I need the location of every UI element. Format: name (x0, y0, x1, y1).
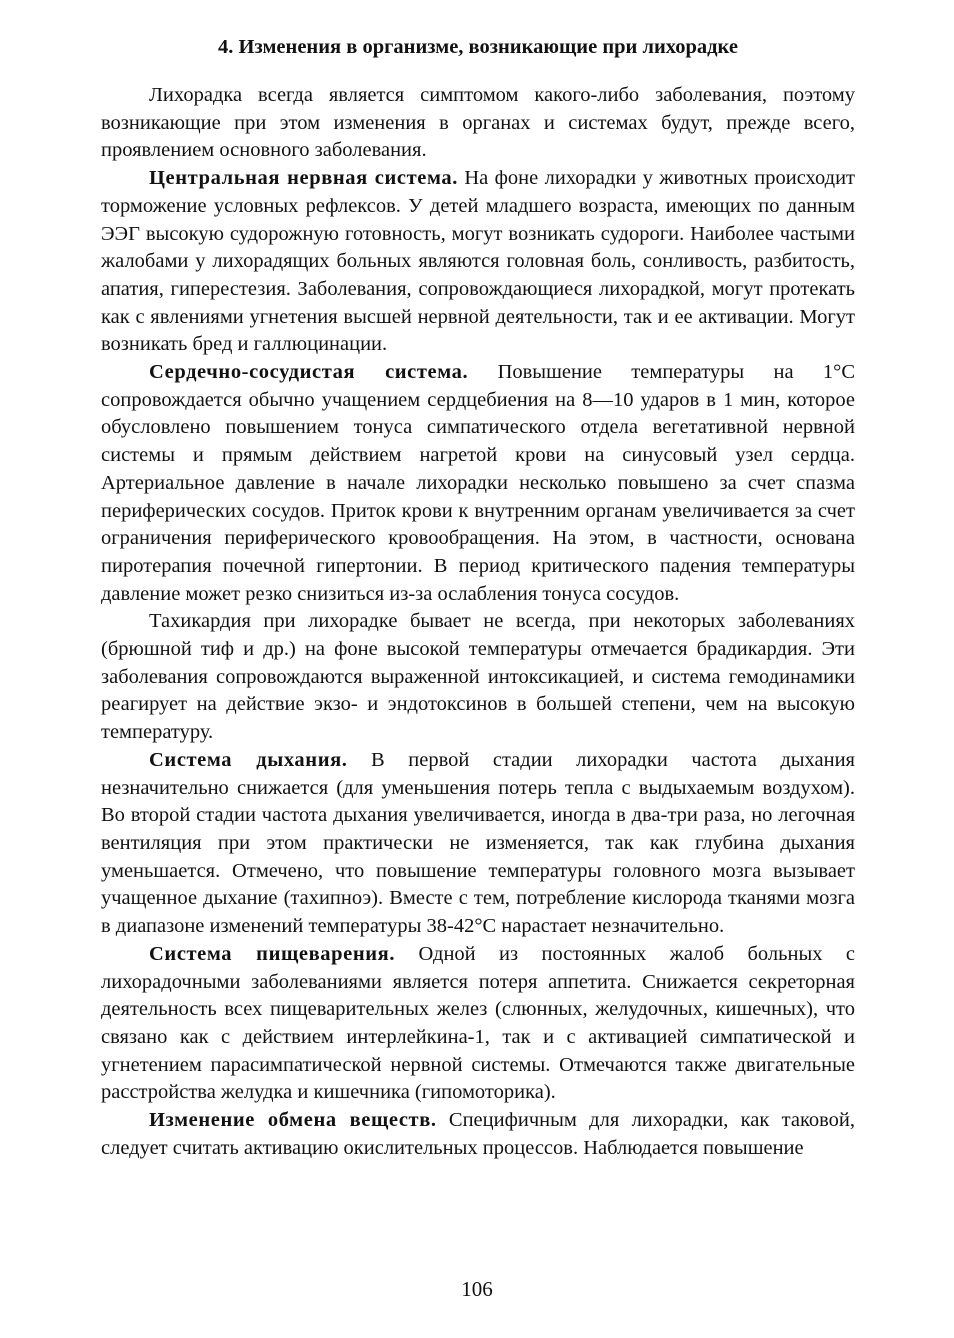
paragraph-text: В первой стадии лихорадки частота дыхания незначительно снижается (для уменьшения потерь тепла с выдыхаемым воздухом). Во второй стадии частота дыхания увеличивается, иногда в два-три раза, но легочная вентиляция при этом практически не изменяется, так как глубина дыхания уменьшается. Отмечено, что повышение температуры головного мозга вызывает учащенное дыхание (тахипноэ). Вместе с тем, потребление кислорода тканями мозга в диапазоне изменений температуры 38-42°С нарастает незначительно. (101, 748, 855, 938)
paragraph-text: Специфичным для лихорадки, как таковой, следует считать активацию окислительных процессов. Наблюдается повышение (101, 1109, 855, 1159)
paragraph-text: Одной из постоянных жалоб больных с лихорадочными заболеваниями является потеря аппетита. Снижается секреторная деятельность всех пищеварительных желез (слюнных, желудочных, кишечных), что связано как с действием интерлейкина-1, так и с активацией симпатической и угнетением парасимпатической нервной системы. Отмечаются также двигательные расстройства желудка и кишечника (гипомоторика). (101, 942, 855, 1104)
paragraph-intro (101, 82, 855, 165)
paragraph-cardiovascular (101, 359, 855, 608)
paragraph-lead: Изменение обмена веществ. (149, 1109, 437, 1132)
paragraph-text: Лихорадка всегда является симптомом какого-либо заболевания, поэтому возникающие при этом изменения в органах и системах будут, прежде всего, проявлением основного заболевания. (101, 84, 855, 162)
document-page (101, 34, 855, 1162)
paragraph-metabolism (101, 1107, 855, 1162)
paragraph-lead: Центральная нервная система. (149, 167, 458, 190)
paragraph-lead: Система пищеварения. (149, 942, 396, 965)
paragraph-tachycardia (101, 608, 855, 747)
paragraph-cns (101, 165, 855, 359)
paragraph-text: Повышение температуры на 1°С сопровождается обычно учащением сердцебиения на 8—10 ударов в 1 мин, которое обусловлено повышением тонуса симпатического отдела вегетативной нервной системы и прямым действием нагретой крови на синусовый узел сердца. Артериальное давление в начале лихорадки несколько повышено за счет спазма периферических сосудов. Приток крови к внутренним органам увеличивается за счет ограничения периферического кровообращения. На этом, в частности, основана пиротерапия почечной гипертонии. В период критического падения температуры давление может резко снизиться из-за ослабления тонуса сосудов. (101, 361, 855, 605)
paragraph-lead: Система дыхания. (149, 748, 348, 771)
paragraph-respiration (101, 747, 855, 941)
section-heading: 4. Изменения в организме, возникающие при лихорадке (218, 36, 738, 58)
paragraph-text: На фоне лихорадки у животных происходит торможение условных рефлексов. У детей младшего возраста, имеющих по данным ЭЭГ высокую судорожную готовность, могут возникать судороги. Наиболее частыми жалобами у лихорадящих больных являются головная боль, сонливость, разбитость, апатия, гиперестезия. Заболевания, сопровождающиеся лихорадкой, могут протекать как с явлениями угнетения высшей нервной деятельности, так и ее активации. Могут возникать бред и галлюцинации. (101, 167, 856, 356)
paragraph-digestion (101, 941, 855, 1107)
paragraph-lead: Сердечно-сосудистая система. (149, 361, 469, 384)
page-number: 106 (461, 1277, 493, 1301)
paragraph-text: Тахикардия при лихорадке бывает не всегда, при некоторых заболеваниях (брюшной тиф и др.) на фоне высокой температуры отмечается брадикардия. Эти заболевания сопровождаются выраженной интоксикацией, и система гемодинамики реагирует на действие экзо- и эндотоксинов в большей степени, чем на высокую температуру. (101, 610, 855, 744)
